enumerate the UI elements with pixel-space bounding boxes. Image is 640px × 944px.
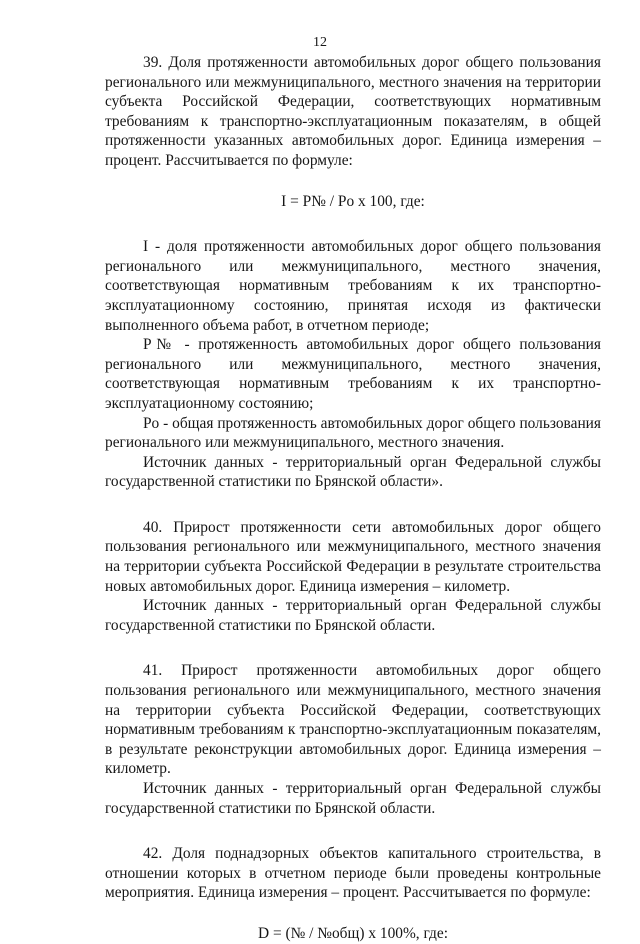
item-42 (105, 844, 601, 943)
item-39-source: Источник данных - территориальный орган Федеральной службы государственной статистики по Брянской области». (105, 453, 601, 491)
item-41 (105, 661, 601, 818)
page-number: 12 (313, 35, 327, 50)
item-41-source: Источник данных - территориальный орган Федеральной службы государственной статистики по Брянской области. (105, 780, 601, 817)
item-39 (105, 53, 601, 492)
item-41-text: 41. Прирост протяженности автомобильных дорог общего пользования регионального или межмуниципального, местного значения на территории субъекта Российской Федерации, соответствующих нормативным требованиям к транспортно-эксплуатационным показателям, в результате реконструкции автомобильных дорог. Единица измерения – километр. (105, 662, 601, 778)
item-40-text: 40. Прирост протяженности сети автомобильных дорог общего пользования регионального или межмуниципального, местного значения на территории субъекта Российской Федерации в результате строительства новых автомобильных дорог. Единица измерения – километр. (105, 518, 601, 595)
item-39-definition-po: Po - общая протяженность автомобильных дорог общего пользования регионального или межмуниципального, местного значения. (105, 414, 601, 452)
item-39-definition-pn: P№ - протяженность автомобильных дорог общего пользования регионального или межмуниципального, местного значения, соответствующая нормативным требованиям к их транспортно-эксплуатационному состоянию; (105, 336, 601, 412)
item-39-definition-i: I - доля протяженности автомобильных дорог общего пользования регионального или межмуниципального, местного значения, соответствующая нормативным требованиям к их транспортно-эксплуатационному состоянию, принятая исходя из фактически выполненного объема работ, в отчетном периоде; (105, 238, 601, 334)
item-42-text: 42. Доля поднадзорных объектов капитального строительства, в отношении которых в отчетном периоде были проведены контрольные мероприятия. Единица измерения – процент. Рассчитывается по формуле: (105, 845, 601, 902)
item-39-formula: I = P№ / Po x 100, где: (281, 192, 425, 210)
item-42-formula: D = (№ / №общ) x 100%, где: (258, 924, 448, 942)
item-40-source: Источник данных - территориальный орган Федеральной службы государственной статистики по Брянской области. (105, 597, 601, 634)
document-body (105, 53, 601, 944)
item-40 (105, 518, 601, 636)
item-39-text: 39. Доля протяженности автомобильных дорог общего пользования регионального или межмуниципального, местного значения на территории субъекта Российской Федерации, соответствующих нормативным требованиям к транспортно-эксплуатационным показателям, в общей протяженности указанных автомобильных дорог. Единица измерения – процент. Рассчитывается по формуле: (105, 54, 601, 169)
